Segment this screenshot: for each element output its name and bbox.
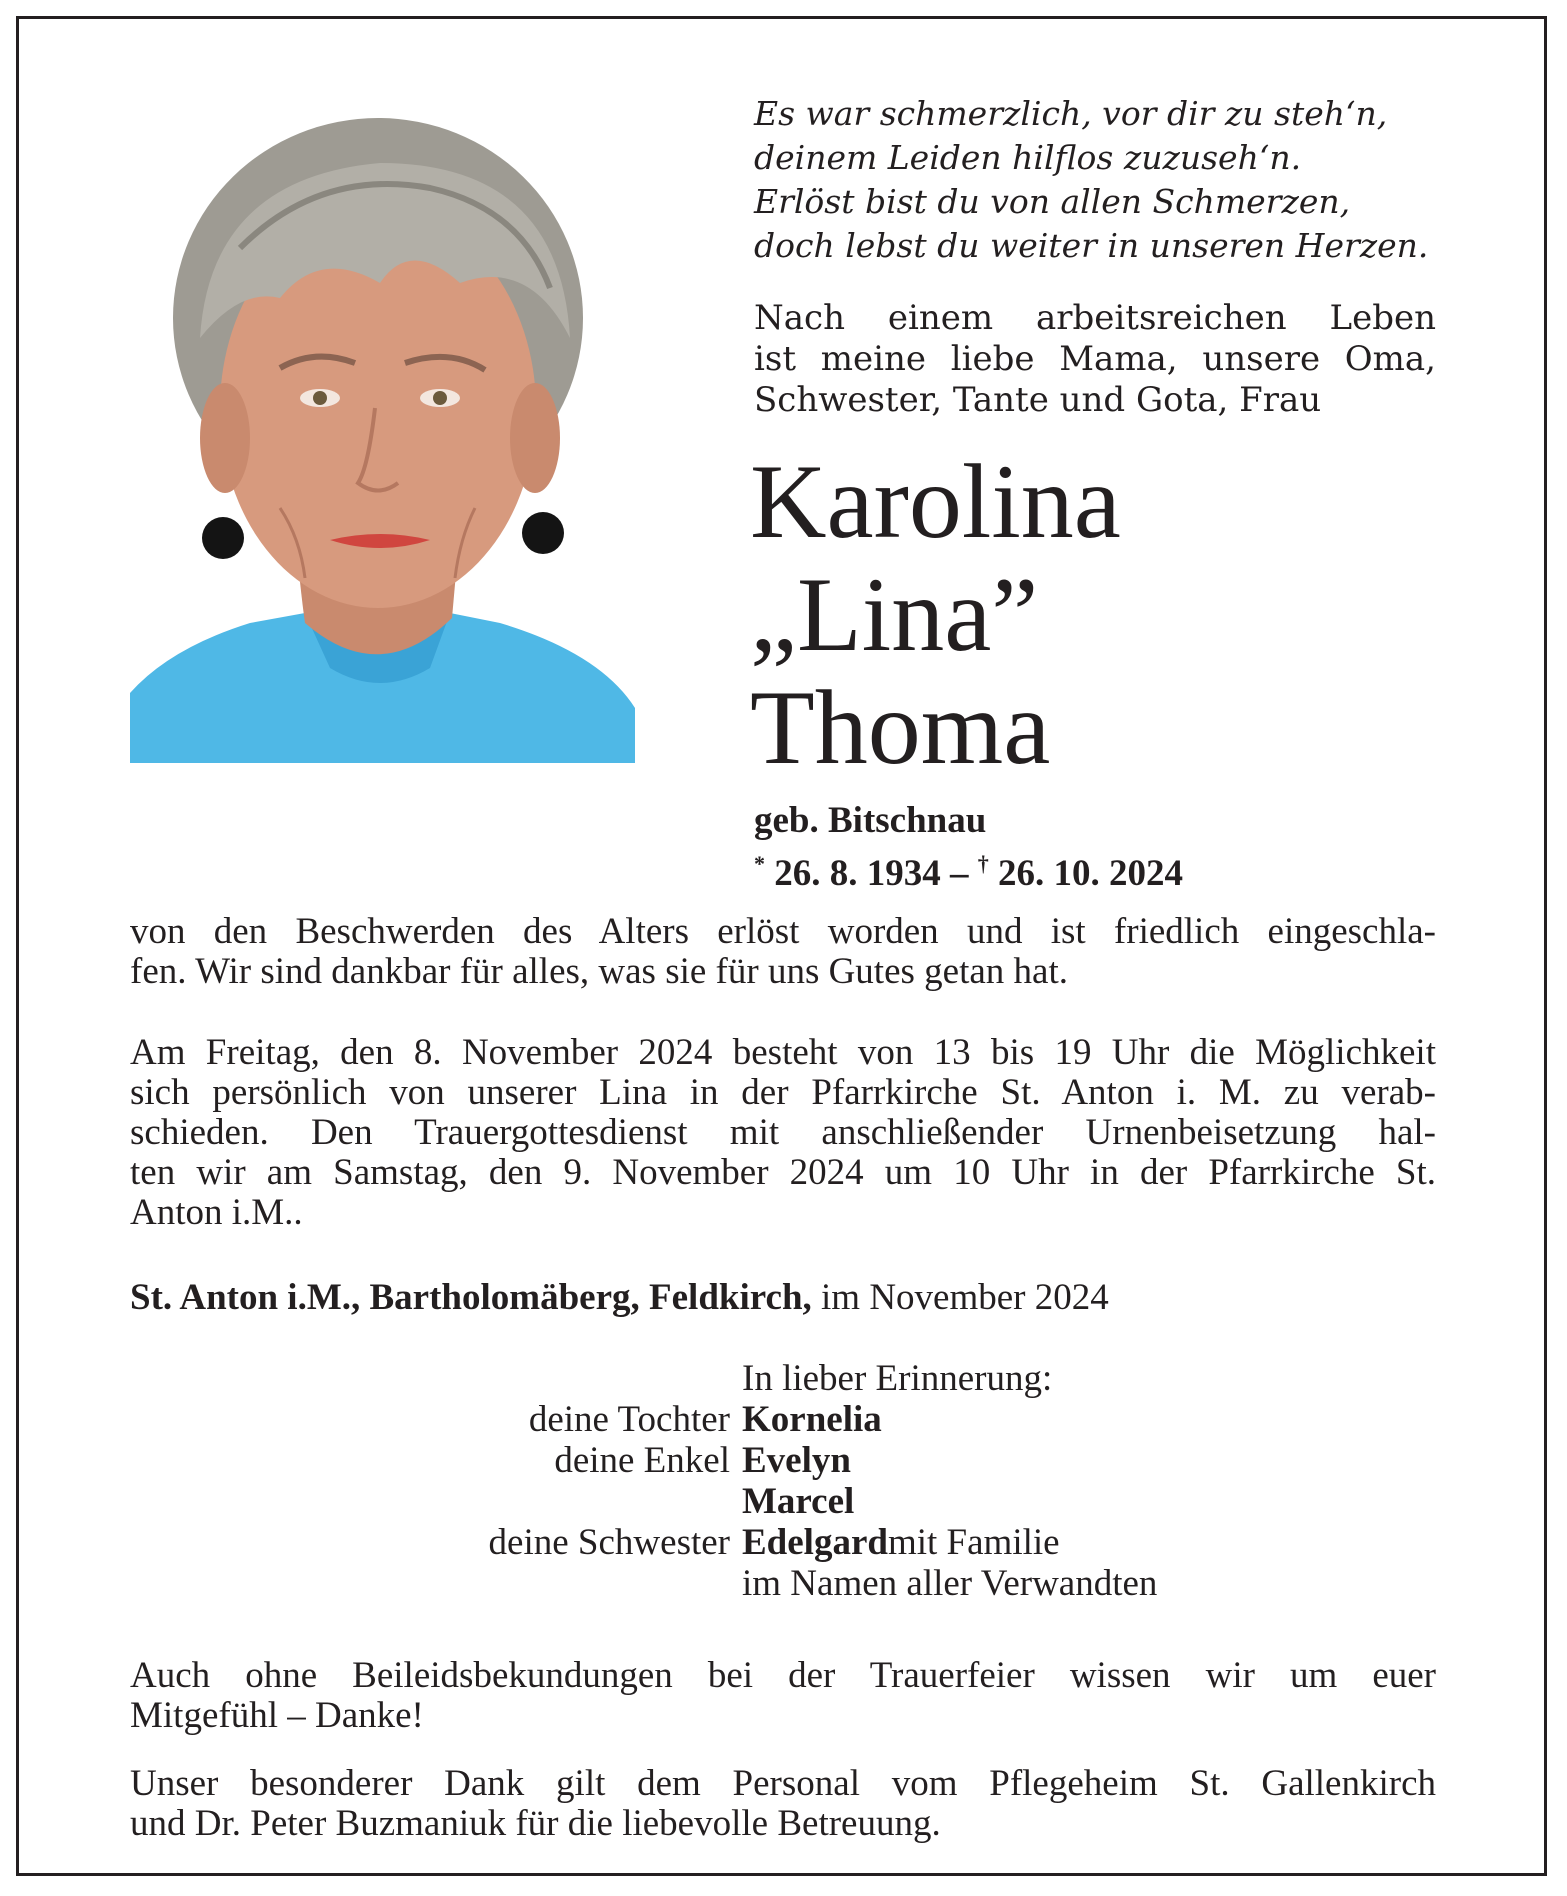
- family-signatures: [130, 1358, 1436, 1604]
- poem-line: Es war schmerzlich, vor dir zu steh‘n,: [754, 94, 1388, 133]
- relation: deine Tochter: [528, 1399, 730, 1440]
- birth-symbol: *: [754, 851, 765, 876]
- text-line: Auch ohne Beileidsbekundungen bei der Trauerfeier wissen wir um euer: [130, 1655, 1436, 1696]
- text-line: sich persönlich von unserer Lina in der Pfarrkirche St. Anton i. M. zu verab-: [130, 1072, 1436, 1113]
- paragraph-thanks: [130, 1764, 1436, 1844]
- death-symbol: †: [977, 851, 989, 876]
- portrait-photo: [130, 108, 635, 763]
- death-date: 26. 10. 2024: [998, 853, 1183, 894]
- paragraph-service: [130, 1033, 1436, 1233]
- intro-line: Nach einem arbeitsreichen Leben: [754, 298, 1436, 338]
- family-member-name: Evelyn: [742, 1440, 851, 1481]
- family-member-name: Kornelia: [742, 1399, 882, 1440]
- text-line: Am Freitag, den 8. November 2024 besteht von 13 bis 19 Uhr die Möglichkeit: [130, 1032, 1436, 1073]
- family-row: [130, 1522, 1436, 1563]
- text-line: von den Beschwerden des Alters erlöst worden und ist friedlich eingeschla-: [130, 911, 1436, 952]
- locations: St. Anton i.M., Bartholomäberg, Feldkirch,: [130, 1277, 812, 1318]
- notice-date: im November 2024: [811, 1277, 1109, 1318]
- intro-line: ist meine liebe Mama, unsere Oma,: [754, 339, 1436, 379]
- text-line: Mitgefühl – Danke!: [130, 1695, 424, 1736]
- name-line: Karolina: [750, 443, 1121, 560]
- text-line: Anton i.M..: [130, 1192, 303, 1233]
- family-header: In lieber Erinnerung:: [742, 1358, 1053, 1399]
- birth-death-info: [754, 799, 1454, 895]
- life-dates: [754, 842, 1454, 895]
- intro-line: Schwester, Tante und Gota, Frau: [754, 380, 1322, 420]
- text-line: fen. Wir sind dankbar für alles, was sie für uns Gutes getan hat.: [130, 951, 1068, 992]
- name-line: „Lina”: [750, 556, 1039, 673]
- intro-text: [754, 298, 1436, 421]
- relation: deine Enkel: [554, 1440, 730, 1481]
- relation: deine Schwester: [488, 1522, 730, 1563]
- birth-name: geb. Bitschnau: [754, 800, 987, 841]
- family-member-name: Marcel: [742, 1481, 855, 1522]
- family-row: [130, 1440, 1436, 1481]
- text-line: und Dr. Peter Buzmaniuk für die liebevolle Betreuung.: [130, 1803, 941, 1844]
- relation: [130, 1481, 742, 1522]
- poem-line: Erlöst bist du von allen Schmerzen,: [754, 182, 1351, 221]
- text-line: schieden. Den Trauergottesdienst mit anschließender Urnenbeisetzung hal-: [130, 1112, 1436, 1153]
- paragraph-condolences: [130, 1656, 1436, 1736]
- family-closing: im Namen aller Verwandten: [742, 1563, 1158, 1604]
- date-dash: –: [940, 853, 978, 894]
- poem-line: doch lebst du weiter in unseren Herzen.: [754, 226, 1429, 265]
- poem-line: deinem Leiden hilflos zuzuseh‘n.: [754, 138, 1302, 177]
- family-member-name: Edelgard: [742, 1522, 888, 1563]
- family-closing-row: [130, 1563, 1436, 1604]
- text-line: Unser besonderer Dank gilt dem Personal vom Pflegeheim St. Gallenkirch: [130, 1763, 1436, 1804]
- family-suffix: mit Familie: [887, 1522, 1060, 1563]
- paragraph-peaceful: [130, 912, 1436, 992]
- family-row: [130, 1481, 1436, 1522]
- deceased-name: [750, 445, 1450, 784]
- family-row: [130, 1399, 1436, 1440]
- text-line: ten wir am Samstag, den 9. November 2024 um 10 Uhr in der Pfarrkirche St.: [130, 1152, 1436, 1193]
- birth-date: 26. 8. 1934: [774, 853, 941, 894]
- poem: [754, 92, 1454, 268]
- place-and-date: [130, 1278, 1436, 1318]
- family-header-row: [130, 1358, 1436, 1399]
- name-line: Thoma: [750, 669, 1051, 786]
